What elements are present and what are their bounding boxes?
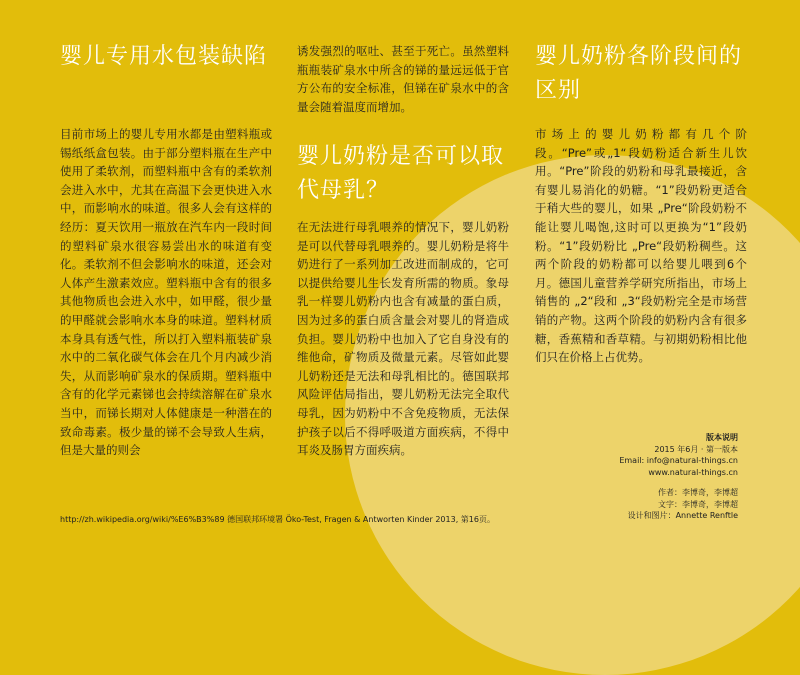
imprint-author: 作者：李博奇，李博超	[658, 488, 738, 497]
body-packaging-defects: 目前市场上的婴儿专用水都是由塑料瓶或锡纸纸盒包装。由于部分塑料瓶在生产中使用了柔软剂，而塑料瓶中含有的柔软剂会进入水中，尤其在高温下会更快进入水中，而影响水的味道。很多人会有这样的经历：夏天饮用一瓶放在汽车内一段时间的塑料矿泉水很容易尝出水的味道有变化。柔软剂不但会影响水的味道，还会对人体产生激素效应。塑料瓶中含有的很多其他物质也会进入水中，如甲醛，很少量的甲醛就会影响水本身的味道。塑料材质本身具有透气性，所以打入塑料瓶装矿泉水中的二氧化碳气体会在几个月内减少消失，从而影响矿泉水的保质期。塑料瓶中含有的化学元素锑也会持续溶解在矿泉水当中，而锑长期对人体健康是一种潜在的致命毒素。极少量的锑不会导致人生病，但是大量的则会	[60, 127, 272, 458]
imprint-text-credit: 文字：李博奇，李博超	[658, 499, 738, 509]
source-reference: http://zh.wikipedia.org/wiki/%E6%B3%89 德国联邦环境署 Öko-Test, Fragen & Antworten Kinder 2013, 第16页。	[60, 515, 495, 524]
heading-formula-stages: 婴儿奶粉各阶段间的区别	[535, 44, 743, 103]
body-formula-stages: 市场上的婴儿奶粉都有几个阶段。“Pre”或„1“段奶粉适合新生儿饮用。“Pre”阶段的奶粉和母乳最接近，含有婴儿易消化的奶糖。“1”段奶粉更适合于稍大些的婴儿，如果 „Pre“阶段奶粉不能让婴儿喝饱,这时可以更换为“1”段奶粉。“1”段奶粉比 „Pre“段奶粉稠些。这两个阶段的奶粉都可以给婴儿喂到6个月。德国儿童营养学研究所指出，市场上销售的 „2“段和 „3“段奶粉完全是市场营销的产物。这两个阶段的奶粉内含有很多糖，香蕉精和香草精。与初期奶粉相比他们只在价格上占优势。	[535, 127, 747, 365]
imprint-block	[498, 432, 738, 522]
imprint-title: 版本说明	[706, 433, 738, 442]
heading-formula-vs-breastmilk: 婴儿奶粉是否可以取代母乳？	[297, 144, 505, 203]
imprint-design-credit: 设计和图片：Annette Renftle	[627, 511, 738, 520]
imprint-website: www.natural-things.cn	[648, 467, 738, 477]
body-formula-vs-breastmilk: 在无法进行母乳喂养的情况下，婴儿奶粉是可以代替母乳喂养的。婴儿奶粉是将牛奶进行了一系列加工改进而制成的，它可以提供给婴儿生长发育所需的物质。象母乳一样婴儿奶粉内也含有减量的蛋白质，因为过多的蛋白质含量会对婴儿的肾造成负担。婴儿奶粉中也加入了它自身没有的维他命，矿物质及微量元素。尽管如此婴儿奶粉还是无法和母乳相比的。德国联邦风险评估局指出，婴儿奶粉无法完全取代母乳，因为奶粉中不含免疫物质，无法保护孩子以后不得呼吸道方面疾病，不得中耳炎及肠胃方面疾病。	[297, 220, 509, 458]
imprint-date: 2015 年6月 · 第一版本	[654, 444, 738, 454]
heading-packaging-defects: 婴儿专用水包装缺陷	[60, 44, 268, 69]
imprint-email: Email: info@natural-things.cn	[619, 456, 738, 465]
body-continuation: 诱发强烈的呕吐、甚至于死亡。虽然塑料瓶瓶装矿泉水中所含的锑的量远远低于官方公布的安全标准，但锑在矿泉水中的含量会随着温度而增加。	[297, 44, 509, 114]
